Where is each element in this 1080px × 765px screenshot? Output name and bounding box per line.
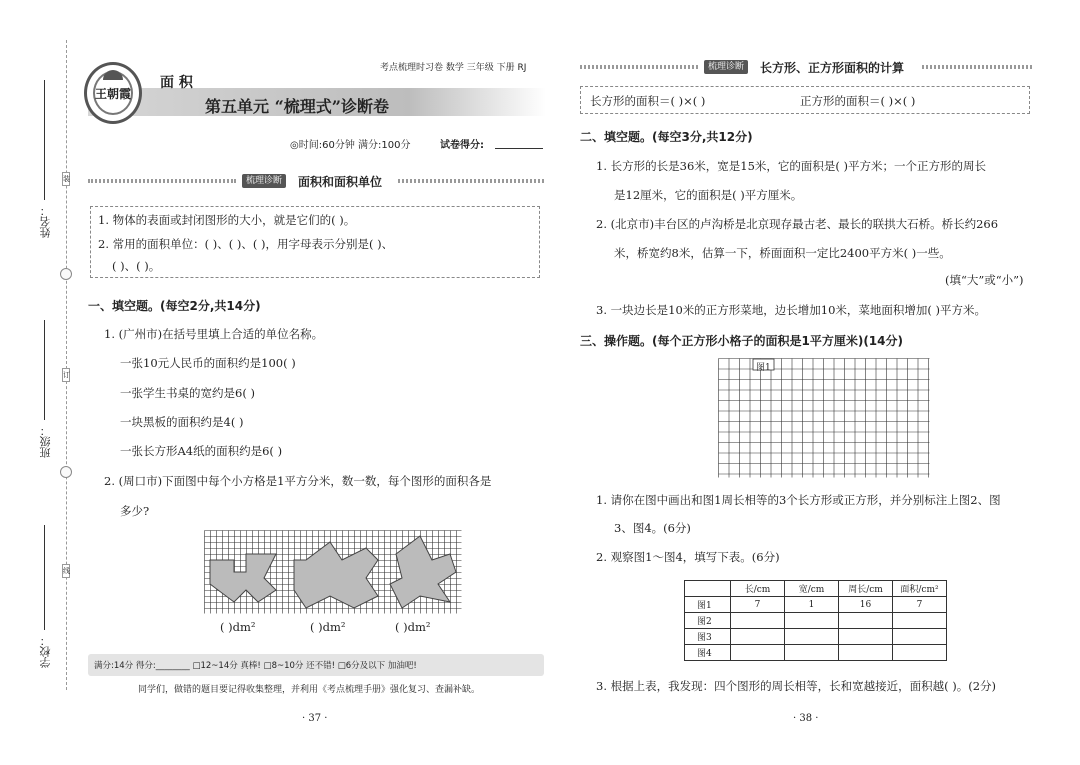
score-input[interactable] <box>495 148 543 149</box>
operation-grid <box>718 358 930 478</box>
class-label: 班级： <box>39 425 52 458</box>
table-cell[interactable] <box>839 629 893 645</box>
table-cell[interactable] <box>785 645 839 661</box>
section-title: 长方形、正方形面积的计算 <box>760 61 905 75</box>
table-cell[interactable] <box>839 645 893 661</box>
binding-tag: 装 <box>62 172 70 186</box>
name-blank <box>44 80 45 200</box>
part2-q1-line-1: 1. 长方形的长是36米，宽是15米，它的面积是( )平方米；一个正方形的周长 <box>596 159 987 173</box>
school-label: 学校： <box>39 635 52 668</box>
table-cell: 图3 <box>685 629 731 645</box>
table-cell: 7 <box>731 597 785 613</box>
binding-hole <box>60 466 72 478</box>
part1-q1-item: 一块黑板的面积约是4( ) <box>120 415 244 429</box>
table-header-cell: 长/cm <box>731 581 785 597</box>
part1-heading: 一、填空题。(每空2分,共14分) <box>88 299 261 313</box>
publisher-logo <box>84 62 142 124</box>
table-cell[interactable] <box>893 629 947 645</box>
part3-q1-line-1: 1. 请你在图中画出和图1周长相等的3个长方形或正方形，并分别标注上图2、图 <box>596 493 1001 507</box>
table-header-row <box>685 581 947 597</box>
part2-q2-hint: (填“大”或“小”) <box>945 273 1024 287</box>
part3-q3: 3. 根据上表，我发现：四个图形的周长相等，长和宽越接近，面积越( )。(2分) <box>596 679 997 693</box>
table-cell: 图1 <box>685 597 731 613</box>
part3-q2: 2. 观察图1～图4，填写下表。(6分) <box>596 550 780 564</box>
answer-shape-c: ( )dm² <box>395 620 431 634</box>
answer-shape-b: ( )dm² <box>310 620 346 634</box>
shape-c <box>390 536 456 608</box>
part1-q2-line-1: 2. (周口市)下面图中每个小方格是1平方分米，数一数，每个图形的面积各是 <box>104 474 492 488</box>
part1-q1-item: 一张学生书桌的宽约是6( ) <box>120 386 255 400</box>
right-grid-lines <box>719 359 930 478</box>
table-cell: 图2 <box>685 613 731 629</box>
part3-q1-line-2: 3、图4。(6分) <box>614 521 691 535</box>
binding-hole <box>60 268 72 280</box>
footer-note: 同学们，做错的题目要记得收集整理，并利用《考点梳理手册》强化复习、查漏补缺。 <box>138 685 481 695</box>
class-blank <box>44 320 45 420</box>
table-cell[interactable] <box>731 645 785 661</box>
part2-q1-line-2: 是12厘米，它的面积是( )平方厘米。 <box>614 188 803 202</box>
table-cell[interactable] <box>839 613 893 629</box>
part2-q2-line-1: 2. (北京市)丰台区的卢沟桥是北京现存最古老、最长的联拱大石桥。桥长约266 <box>596 217 999 231</box>
page-number-37: · 37 · <box>302 713 328 724</box>
table-row <box>685 645 947 661</box>
section-dots <box>398 179 544 183</box>
section-dots <box>88 179 236 183</box>
table-header-cell: 面积/cm² <box>893 581 947 597</box>
logo-text: 王朝霞 <box>94 87 131 101</box>
part1-q1: 1. (广州市)在括号里填上合适的单位名称。 <box>104 327 324 341</box>
binding-tag: 订 <box>62 368 70 382</box>
formula-rect: 长方形的面积＝( )×( ) <box>590 94 706 108</box>
section-dots <box>922 65 1032 69</box>
table-row <box>685 597 947 613</box>
page-number-38: · 38 · <box>793 713 819 724</box>
shape-a <box>210 554 276 602</box>
table-header-cell <box>685 581 731 597</box>
part2-q3: 3. 一块边长是10米的正方形菜地，边长增加10米，菜地面积增加( )平方米。 <box>596 303 987 317</box>
measurement-table <box>684 580 947 661</box>
binding-margin <box>0 0 72 765</box>
figure-1-label: 图1 <box>756 363 771 373</box>
part1-q1-item: 一张10元人民币的面积约是100( ) <box>120 356 296 370</box>
part2-q2-line-2: 米，桥宽约8米，估算一下，桥面面积一定比2400平方米( )一些。 <box>614 246 951 260</box>
answer-shape-a: ( )dm² <box>220 620 256 634</box>
section-badge: 梳理诊断 <box>704 60 748 74</box>
table-cell[interactable] <box>785 613 839 629</box>
table-row <box>685 613 947 629</box>
part3-heading: 三、操作题。(每个正方形小格子的面积是1平方厘米)(14分) <box>580 334 903 348</box>
section-header-formula <box>580 60 1032 74</box>
table-cell[interactable] <box>893 613 947 629</box>
time-info: ◎时间:60分钟 满分:100分 <box>290 140 411 151</box>
series-line: 考点梳理时习卷 数学 三年级 下册 RJ <box>380 63 527 73</box>
unit-title: 面 积 <box>160 75 193 91</box>
table-row <box>685 629 947 645</box>
review-line-2: 2. 常用的面积单位：( )、( )、( )，用字母表示分别是( )、 <box>98 237 394 251</box>
page-title: 第五单元 “梳理式”诊断卷 <box>205 97 389 116</box>
school-blank <box>44 525 45 630</box>
review-line-3: ( )、( )。 <box>112 259 161 273</box>
table-cell[interactable] <box>731 613 785 629</box>
section-dots <box>580 65 698 69</box>
name-label: 姓名： <box>39 205 52 238</box>
section-header-area-units <box>88 174 544 188</box>
score-label: 试卷得分: <box>440 140 484 151</box>
table-cell[interactable] <box>893 645 947 661</box>
part1-q2-line-2: 多少? <box>120 504 150 518</box>
part2-heading: 二、填空题。(每空3分,共12分) <box>580 130 753 144</box>
table-cell[interactable] <box>731 629 785 645</box>
binding-tag: 线 <box>62 564 70 578</box>
review-line-1: 1. 物体的表面或封闭图形的大小，就是它们的( )。 <box>98 213 356 227</box>
table-cell: 16 <box>839 597 893 613</box>
section-badge: 梳理诊断 <box>242 174 286 188</box>
formula-square: 正方形的面积＝( )×( ) <box>800 94 916 108</box>
score-footer: 满分:14分 得分:________ □12~14分 真棒! □8~10分 还不错! □6分及以下 加油吧! <box>94 661 417 671</box>
table-cell: 图4 <box>685 645 731 661</box>
binding-cut-line <box>66 40 67 690</box>
table-header-cell: 宽/cm <box>785 581 839 597</box>
table-header-cell: 周长/cm <box>839 581 893 597</box>
table-cell[interactable] <box>785 629 839 645</box>
area-grid-figure <box>204 530 462 614</box>
table-cell: 7 <box>893 597 947 613</box>
section-title: 面积和面积单位 <box>298 175 383 189</box>
table-cell: 1 <box>785 597 839 613</box>
part1-q1-item: 一张长方形A4纸的面积约是6( ) <box>120 444 283 458</box>
